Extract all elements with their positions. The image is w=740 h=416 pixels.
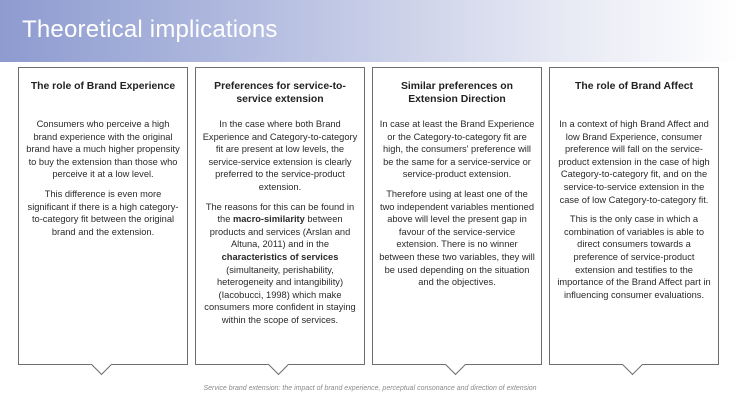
card-body: [378, 118, 536, 296]
card-paragraph: In a context of high Brand Affect and low Brand Experience, consumer preference will fall on the service-product extension in the case of high Category-to-category fit, and on the service-to-service extension in the case of low Category-to-category fit.: [558, 119, 710, 205]
card-body: [24, 118, 182, 245]
callout-notch: [91, 354, 112, 375]
card-body: [201, 118, 359, 334]
title-bar: [0, 0, 740, 62]
card-paragraph: Therefore using at least one of the two independent variables mentioned above will level the present gap in favour of the service-service extension. There is no winner between these two variables, they will be used depending on the situation and the objectives.: [379, 188, 535, 288]
card-paragraph: This is the only case in which a combination of variables is able to direct consumers towards a preference of service-product extension and testifies to the importance of the Brand Affect part in influencing consumer evaluations.: [557, 214, 711, 300]
callout-notch: [445, 354, 466, 375]
card-heading: The role of Brand Experience: [30, 81, 176, 92]
card-body: [555, 118, 713, 308]
card-extension-direction: [372, 67, 542, 365]
footer-caption: Service brand extension: the impact of brand experience, perceptual consonance and direction of extension: [203, 385, 537, 392]
card-brand-experience: [18, 67, 188, 365]
text-run: between products and services (Arslan and Altuna, 2011) and in the: [209, 214, 351, 250]
card-heading: Preferences for service-to-service extension: [214, 81, 346, 105]
card-service-to-service: [195, 67, 365, 365]
card-brand-affect: [549, 67, 719, 365]
card-paragraph: This difference is even more significant if there is a high category-to-category fit between the original brand and the extension.: [27, 188, 179, 237]
card-heading: Similar preferences on Extension Direction: [400, 81, 514, 105]
card-paragraph: In the case where both Brand Experience and Category-to-category fit are present at low levels, the service-service extension is clearly preferred to the service-product extension.: [202, 119, 358, 192]
card-heading: The role of Brand Affect: [575, 81, 693, 92]
text-run: The reasons for this can be found in the: [205, 201, 355, 225]
emphasis-service-characteristics: characteristics of services: [221, 251, 339, 262]
text-run: (simultaneity, perishability, heterogeneity and intangibility) (Iacobucci, 1998) which make consumers more confident in staying within the scope of services.: [204, 264, 356, 325]
callout-notch: [622, 354, 643, 375]
card-paragraph: In case at least the Brand Experience or the Category-to-category fit are high, the consumers' preference will be the same for a service-service or service-product extension.: [379, 119, 535, 180]
emphasis-macro-similarity: macro-similarity: [232, 214, 305, 225]
card-paragraph: Consumers who perceive a high brand experience with the original brand have a much higher propensity to buy the extension than those who perceive it at a low level.: [26, 119, 180, 180]
slide-title: Theoretical implications: [22, 16, 278, 43]
callout-notch: [268, 354, 289, 375]
card-paragraph: [201, 201, 359, 327]
